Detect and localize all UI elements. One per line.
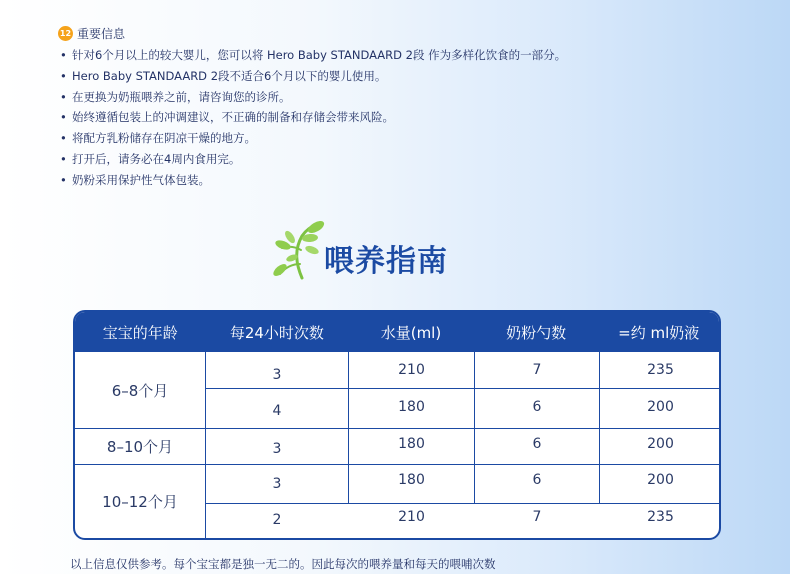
table-cell: 2 bbox=[272, 512, 282, 528]
table-cell: 4 bbox=[272, 403, 282, 419]
section-number-badge: 12 bbox=[58, 26, 73, 41]
header-scoops: 奶粉勺数 bbox=[506, 323, 567, 342]
table-cell: 200 bbox=[647, 472, 674, 488]
leaf-branch-icon bbox=[272, 220, 328, 282]
info-item: • 打开后，请务必在4周内食用完。 bbox=[60, 151, 241, 166]
footnote-text: 以上信息仅供参考。每个宝宝都是独一无二的。因此每次的喂养量和每天的喂哺次数 bbox=[70, 557, 496, 571]
table-cell: 200 bbox=[647, 436, 674, 452]
table-cell: 210 bbox=[398, 362, 425, 378]
table-cell: 3 bbox=[272, 367, 282, 383]
header-age: 宝宝的年龄 bbox=[102, 323, 178, 342]
table-cell: 235 bbox=[647, 509, 674, 525]
table-cell: 200 bbox=[647, 399, 674, 415]
info-item: • 始终遵循包装上的冲调建议，不正确的制备和存储会带来风险。 bbox=[60, 110, 394, 125]
header-times-per-24h: 每24小时次数 bbox=[229, 323, 324, 342]
table-cell: 180 bbox=[398, 436, 425, 452]
feeding-guide-title: 喂养指南 bbox=[324, 244, 448, 279]
age-cell: 8–10个月 bbox=[106, 437, 174, 456]
info-item: • Hero Baby STANDAARD 2段不适合6个月以下的婴儿使用。 bbox=[60, 68, 387, 83]
table-cell: 3 bbox=[272, 441, 282, 457]
table-cell: 6 bbox=[532, 436, 542, 452]
important-info-title: 重要信息 bbox=[77, 27, 126, 41]
feeding-table bbox=[73, 310, 721, 540]
table-header-row bbox=[75, 312, 719, 352]
table-cell: 210 bbox=[398, 509, 425, 525]
table-cell: 6 bbox=[532, 399, 542, 415]
table-cell: 180 bbox=[398, 399, 425, 415]
info-item: • 针对6个月以上的较大婴儿，您可以将 Hero Baby STANDAARD 2段 作为多样化饮食的一部分。 bbox=[60, 48, 567, 62]
age-cell: 6–8个月 bbox=[111, 381, 169, 400]
feeding-guide-title-block bbox=[272, 220, 448, 282]
header-total-ml: =约 ml奶液 bbox=[618, 323, 700, 342]
age-cell: 10–12个月 bbox=[102, 492, 178, 511]
info-item: • 奶粉采用保护性气体包装。 bbox=[60, 172, 210, 187]
info-item: • 将配方乳粉储存在阴凉干燥的地方。 bbox=[60, 131, 256, 146]
table-cell: 3 bbox=[272, 476, 282, 492]
important-info-list bbox=[60, 45, 566, 191]
table-cell: 235 bbox=[647, 362, 674, 378]
table-cell: 180 bbox=[398, 472, 425, 488]
important-info-heading bbox=[58, 25, 125, 42]
table-cell: 7 bbox=[532, 362, 542, 378]
info-item: • 在更换为奶瓶喂养之前，请咨询您的诊所。 bbox=[60, 89, 291, 104]
header-water-ml: 水量(ml) bbox=[380, 323, 442, 342]
table-cell: 6 bbox=[532, 472, 542, 488]
table-cell: 7 bbox=[532, 509, 542, 525]
